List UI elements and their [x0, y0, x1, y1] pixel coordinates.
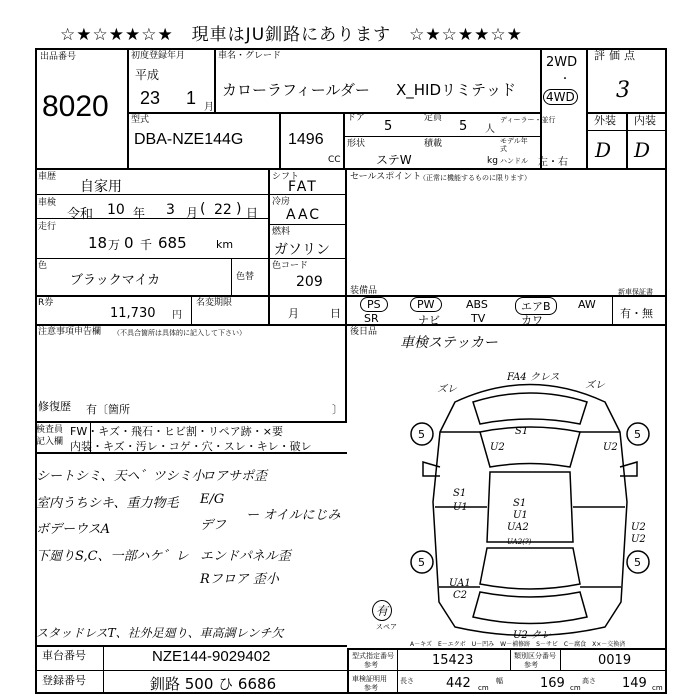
mileage-sen-unit: 千	[140, 238, 153, 252]
rating-label: 評価点	[594, 49, 639, 62]
registration-label: 初度登録年月	[131, 51, 186, 61]
class-label2: 参考	[524, 661, 538, 669]
shift-value: FAT	[288, 179, 318, 195]
displacement: 1496	[288, 131, 324, 148]
shape-label: 形状	[347, 139, 366, 149]
check-legend-row1: FW・キズ・飛石・ヒビ割・リペア跡・×要	[70, 425, 283, 438]
registration-year: 23	[140, 88, 161, 108]
equipment-label: 装備品	[350, 286, 378, 296]
rating-score: 3	[616, 78, 630, 103]
warranty-value: 有・無	[620, 307, 653, 320]
model-year-label: モデル年式	[500, 137, 528, 153]
certificate-label1: 車検証明用	[352, 675, 387, 683]
sales-point-note: （正常に機能するものに限ります）	[419, 174, 531, 182]
plate-label: 登録番号	[42, 674, 86, 687]
note-line4: 下廻りS,C、一部ハケ゛レ	[36, 549, 189, 564]
repair-value: 有〔箇所	[86, 403, 130, 416]
mark-u2-left: U2	[490, 442, 505, 453]
mark-zure-left: ズレ	[437, 384, 457, 395]
chassis-value: NZE144-9029402	[152, 648, 271, 665]
mark-u2-r1: U2	[631, 522, 646, 533]
registration-month: 1	[186, 88, 197, 108]
interior-label: 内装	[634, 114, 656, 127]
drive-2wd: 2WD	[546, 55, 578, 70]
mark-top: FA4 クレス	[507, 372, 560, 383]
inspection-day: 22	[214, 202, 232, 218]
inspection-label: 車検	[38, 198, 57, 208]
history-label: 車歴	[38, 172, 57, 182]
color-value: ブラックマイカ	[70, 273, 161, 288]
car-trunk	[473, 592, 587, 624]
ac-label: 冷房	[272, 197, 291, 207]
car-diagram	[395, 372, 665, 642]
capacity-count: 5	[459, 119, 468, 134]
model-label: 車名・グレード	[218, 51, 282, 61]
inspection-day-open: (	[200, 201, 206, 217]
spare-mark: 有	[372, 600, 392, 621]
name-change-day: 日	[330, 307, 341, 320]
dealer-label: ディーラー・並行	[500, 116, 556, 124]
after-label: 後日品	[350, 327, 378, 337]
mark-u2-right: U2	[603, 442, 618, 453]
model-code: DBA-NZE144G	[134, 131, 244, 148]
plate-value: 釧路 500 ひ 6686	[150, 675, 277, 693]
equip-tv: TV	[471, 312, 486, 325]
notes-sublabel: （不具合箇所は具体的に記入して下さい）	[113, 329, 246, 337]
handle-label: ハンドル	[500, 157, 528, 165]
mark-s1-center: S1	[513, 498, 527, 509]
equip-airbag: エアB	[515, 297, 557, 315]
mark-c2: C2	[453, 590, 468, 601]
fuel-value: ガソリン	[274, 242, 330, 258]
kg-unit: kg	[487, 156, 498, 166]
name-change-month: 月	[288, 307, 299, 320]
note-bottom: スタッドレスT、社外足廻り、車高調レンチ欠	[36, 626, 284, 640]
equip-abs: ABS	[466, 298, 488, 311]
equip-ps: PS	[360, 297, 388, 312]
type-label: 型式	[131, 115, 150, 125]
designation-value: 15423	[432, 653, 474, 668]
inspection-day-close: )	[236, 201, 242, 217]
tire-label-fl: 5	[418, 428, 425, 441]
width-value: 169	[540, 676, 565, 691]
length-unit: cm	[478, 684, 489, 692]
persons-unit: 人	[485, 124, 495, 135]
inspection-month-unit: 月	[186, 206, 199, 220]
check-legend-row2: 内装・キズ・汚レ・コゲ・穴・スレ・キレ・破レ	[70, 440, 312, 453]
note-line1: シートシミ、天ヘ゛ツシミ小	[36, 469, 205, 484]
load-label: 積載	[424, 139, 443, 149]
tire-label-rl: 5	[418, 556, 425, 569]
note-line5: ロアサポ歪	[202, 469, 268, 484]
fuel-label: 燃料	[272, 227, 291, 237]
cc-unit: CC	[328, 155, 341, 165]
car-roof	[487, 472, 573, 542]
tire-label-rr: 5	[634, 556, 641, 569]
check-legend-label1: 検査員	[36, 425, 64, 435]
equip-pw: PW	[410, 297, 442, 312]
door-label: ドア	[347, 113, 365, 123]
mark-u2-r2: U2	[631, 534, 646, 545]
note-line6: E/G	[200, 492, 225, 507]
registration-era: 平成	[135, 68, 160, 82]
note-line7: デフ	[200, 518, 227, 533]
exterior-label: 外装	[594, 114, 616, 127]
class-label1: 類別区分番号	[514, 652, 556, 660]
length-value: 442	[446, 676, 471, 691]
shape-value: ステW	[376, 153, 412, 167]
lot-label: 出品番号	[40, 52, 77, 62]
length-label: 長さ	[400, 677, 414, 685]
warranty-label: 新車保証書	[618, 288, 653, 296]
model-name: カローラフィールダー	[222, 81, 370, 99]
interior-grade: D	[634, 138, 651, 162]
recycle-label: R券	[38, 298, 54, 308]
recycle-amount: 11,730	[110, 306, 156, 321]
inspection-day-unit: 日	[246, 206, 259, 220]
inspection-era: 令和	[67, 207, 94, 222]
width-unit: cm	[570, 684, 581, 692]
recycle-unit: 円	[172, 310, 182, 321]
note-line9: エンドパネル歪	[200, 549, 291, 564]
height-value: 149	[622, 676, 647, 691]
equip-navi: ナビ	[418, 314, 440, 327]
drive-dot: ・	[560, 74, 570, 85]
check-legend-label2: 記入欄	[36, 437, 64, 447]
inspection-year: 10	[107, 202, 125, 218]
car-rear-window	[480, 548, 580, 589]
door-count: 5	[384, 119, 393, 134]
banner: ☆★☆★★☆★ 現車はJU釧路にあります ☆★☆★★☆★	[60, 25, 523, 45]
color-code-label: 色コード	[272, 261, 309, 271]
history-value: 自家用	[80, 179, 122, 195]
inspection-month: 3	[166, 202, 175, 218]
lot-number: 8020	[42, 90, 109, 123]
note-line2: 室内うちシキ、重力物毛	[36, 496, 179, 511]
mark-zure-right: ズレ	[585, 380, 605, 391]
spare-text: スペア	[376, 623, 397, 631]
name-change-label: 名変期限	[196, 298, 233, 308]
mark-ua2-small: UA2(?)	[507, 538, 532, 546]
mileage-man-unit: 万	[108, 238, 121, 252]
color-label: 色	[38, 261, 48, 271]
note-line10: Rフロア 歪小	[200, 572, 279, 587]
handle-value: 左・右	[538, 157, 568, 168]
notes-label: 注意事項申告欄	[38, 327, 102, 337]
equip-aw: AW	[578, 298, 596, 311]
mark-ua1: UA1	[449, 578, 471, 589]
designation-label2: 参考	[364, 661, 378, 669]
model-grade: X_HIDリミテッド	[396, 81, 517, 99]
shift-label: シフト	[272, 172, 300, 182]
damage-legend: A－キズ E－エクボ U－凹み W－補修跡 S－サビ C－腐食 X×－交換済	[410, 641, 626, 648]
mark-ua2: UA2	[507, 522, 529, 533]
car-hood	[473, 393, 587, 424]
registration-month-unit: 月	[204, 102, 214, 113]
height-label: 高さ	[582, 677, 596, 685]
mark-u1-mid: U1	[453, 502, 468, 513]
repair-bracket-close: 〕	[332, 403, 343, 416]
mileage-sen: 0	[124, 234, 134, 252]
mark-s1-mid: S1	[453, 488, 467, 499]
class-value: 0019	[598, 653, 632, 668]
designation-label1: 型式指定番号	[352, 652, 394, 660]
width-label: 幅	[496, 677, 503, 685]
ac-value: AAC	[286, 207, 322, 223]
after-value: 車検ステッカー	[400, 335, 498, 351]
mark-u1-center: U1	[513, 510, 528, 521]
equip-leather: カワ	[521, 314, 543, 327]
mileage-label: 走行	[38, 222, 57, 232]
repair-label: 修復歴	[38, 400, 71, 413]
color-change-label: 色替	[236, 272, 255, 282]
equip-sr: SR	[364, 312, 379, 325]
certificate-label2: 参考	[364, 684, 378, 692]
height-unit: cm	[652, 684, 663, 692]
color-code: 209	[296, 274, 323, 290]
note-line3: ボデーウスA	[36, 522, 110, 537]
chassis-label: 車台番号	[42, 649, 86, 662]
mileage-rest: 685	[158, 234, 187, 252]
mark-bottom: U2 クレ	[513, 630, 551, 641]
mileage-man: 18	[88, 234, 108, 252]
tire-label-fr: 5	[634, 428, 641, 441]
drive-4wd: 4WD	[543, 89, 578, 105]
exterior-grade: D	[595, 138, 612, 162]
mileage-unit: km	[216, 238, 234, 251]
note-line8: ー オイルにじみ	[246, 508, 341, 523]
sales-point-label: セールスポイント	[350, 172, 422, 182]
inspection-year-unit: 年	[133, 206, 146, 220]
capacity-label: 定員	[424, 113, 443, 123]
mark-s1-top: S1	[515, 426, 529, 437]
